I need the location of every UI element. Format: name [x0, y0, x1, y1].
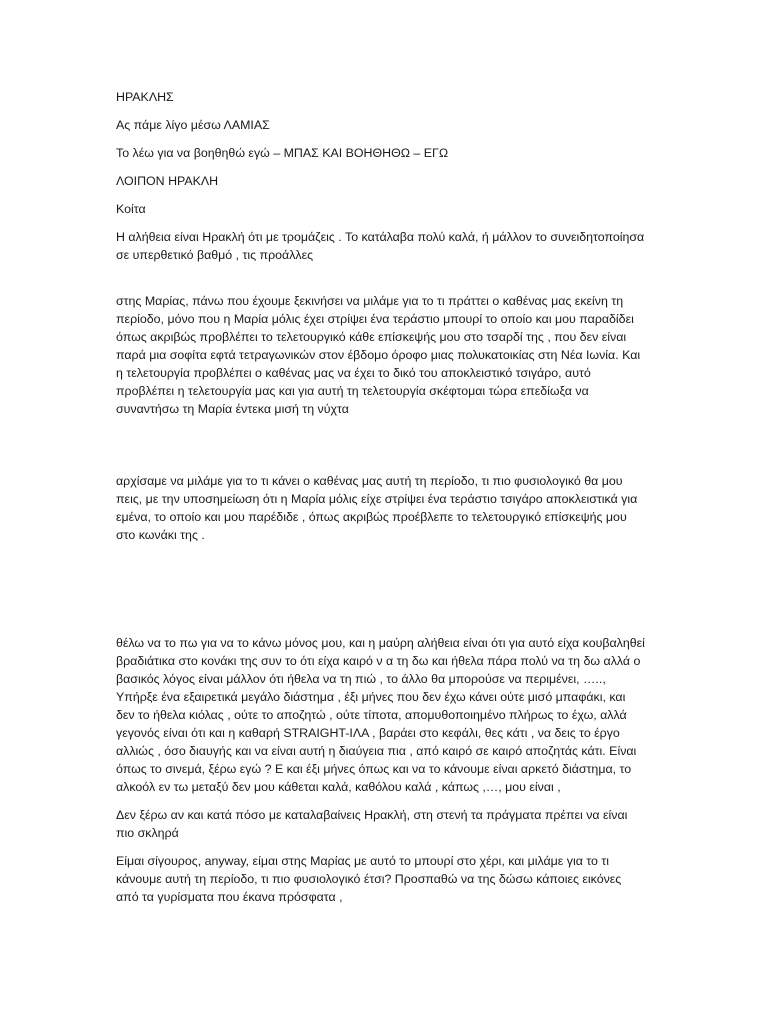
paragraph-7: αρχίσαμε να μιλάμε για το τι κάνει ο καθένας μας αυτή τη περίοδο, τι πιο φυσιολογικό θα μου πεις, με την υποσημείωση ότι η Μαρία μόλις είχε στρίψει ένα τεράστιο τσιγάρο αποκλειστικά για εμένα, το οποίο και μου παρέδιδε , όπως ακριβώς προέβλεπε το τελετουργικό επίσκεψής μου στο κωνάκι της .: [116, 474, 638, 542]
heading-name: ΗΡΑΚΛΗΣ: [116, 90, 174, 104]
paragraph-9: Δεν ξέρω αν και κατά πόσο με καταλαβαίνεις Ηρακλή, στη στενή τα πράγματα πρέπει να είναι πιο σκληρά: [116, 808, 628, 840]
blank-line: [116, 274, 646, 292]
paragraph-5: Η αλήθεια είναι Ηρακλή ότι με τρομάζεις . Το κατάλαβα πολύ καλά, ή μάλλον το συνειδητοποίησα σε υπερθετικό βαθμό , τις προάλλες: [116, 230, 645, 262]
blank-line: [116, 554, 646, 634]
paragraph-10: Είμαι σίγουρος, anyway, είμαι στης Μαρίας με αυτό το μπουρί στο χέρι, και μιλάμε για το τι κάνουμε αυτή τη περίοδο, τι πιο φυσιολογικό έτσι? Προσπαθώ να της δώσω κάποιες εικόνες από τα γυρίσματα που έκανα πρόσφατα ,: [116, 854, 622, 904]
paragraph-8: θέλω να το πω για να το κάνω μόνος μου, και η μαύρη αλήθεια είναι ότι για αυτό είχα κουβαληθεί βραδιάτικα στο κονάκι της συν το ότι είχα καιρό ν α τη δω και ήθελα πάρα πολύ να τη δω αλλά ο βασικός λόγος είναι μάλλον ότι ήθελα να τη πιώ , το άλλο θα μπορούσε να περιμένει, ….., Υπήρξε ένα εξαιρετικά μεγάλο διάστημα , έξι μήνες που δεν έχω κάνει ούτε μισό μπαφάκι, και δεν το ήθελα κιόλας , ούτε το αποζητώ , ούτε τίποτα, απομυθοποιημένο πλήρως το έχω, αλλά γεγονός είναι ότι και η καθαρή STRAIGHT-ΙΛΑ , βαράει στο κεφάλι, θες κάτι , να δεις το έργο αλλιώς , όσο διαυγής και να είναι αυτή η διαύγεια πια , από καιρό σε καιρό αποζητάς κάτι. Είναι όπως το σινεμά, ξέρω εγώ ? Ε και έξι μήνες όπως και να το κάνουμε είναι αρκετό διάστημα, το αλκοόλ εν τω μεταξύ δεν μου κάθεται καλά, καθόλου καλά , κάπως ,…, μου είναι ,: [116, 636, 645, 794]
paragraph-6: στης Μαρίας, πάνω που έχουμε ξεκινήσει να μιλάμε για το τι πράττει ο καθένας μας εκείνη τη περίοδο, μόνο που η Μαρία μόλις έχει στρίψει ένα τεράστιο μπουρί το οποίο και μου παραδίδει όπως ακριβώς προβλέπει το τελετουργικό κάθε επίσκεψής μου στο τσαρδί της , που δεν είναι παρά μια σοφίτα εφτά τετραγωνικών στον έβδομο όροφο μιας πολυκατοικίας στη Νέα Ιωνία. Και η τελετουργία προβλέπει ο καθένας μας να έχει το δικό του αποκλειστικό τσιγάρο, αυτό προβλέπει η τελετουργία μας και για αυτή τη τελετουργία σκέφτομαι τώρα επεδίωξα να συναντήσω τη Μαρία έντεκα μισή τη νύχτα: [116, 294, 641, 416]
paragraph-2: Το λέω για να βοηθηθώ εγώ – ΜΠΑΣ ΚΑΙ ΒΟΗΘΗΘΩ – ΕΓΩ: [116, 146, 449, 160]
blank-line: [116, 428, 646, 472]
paragraph-3: ΛΟΙΠΟΝ ΗΡΑΚΛΗ: [116, 174, 219, 188]
document-body: [116, 88, 646, 916]
paragraph-4: Κοίτα: [116, 202, 146, 216]
paragraph-1: Ας πάμε λίγο μέσω ΛΑΜΙΑΣ: [116, 118, 270, 132]
